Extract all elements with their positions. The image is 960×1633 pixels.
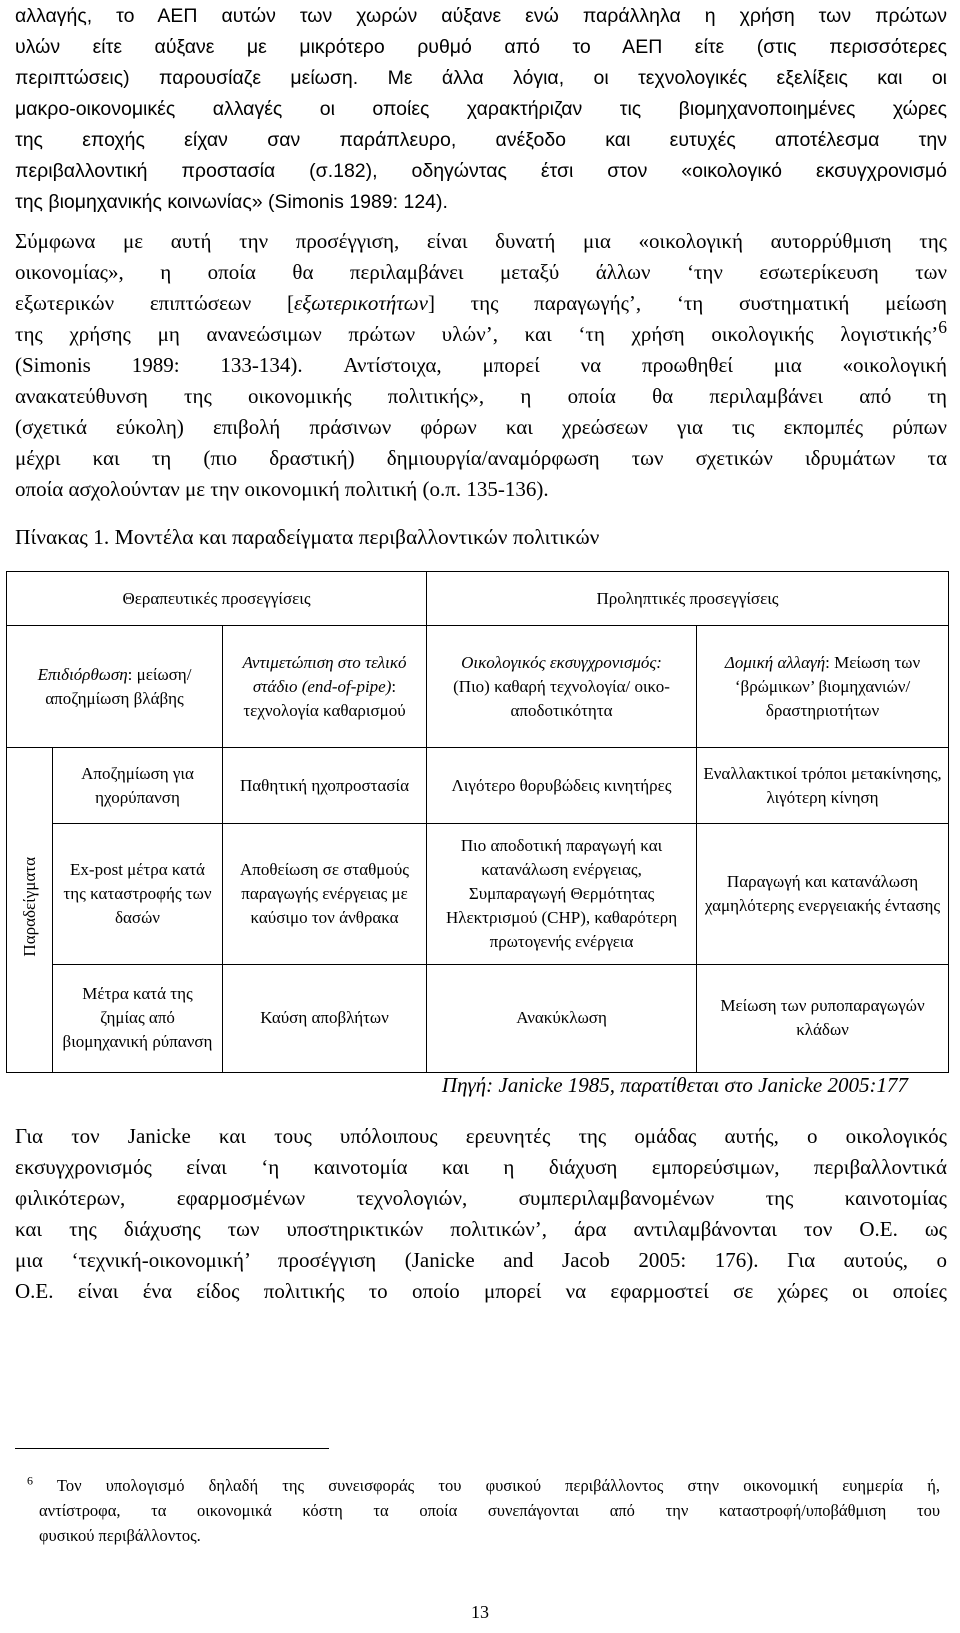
italic-term: Επιδιόρθωση [37,664,128,684]
text-line: οικονομίας», η οποία θα περιλαμβάνει μεταξύ άλλων ‘την εσωτερίκευση των [15,260,947,284]
text-line: υλών είτε αύξανε με μικρότερο ρυθμό από το ΑΕΠ είτε (στις περισσότερες [15,36,947,58]
text-line: εκσυγχρονισμός είναι ‘η καινοτομία και η διάχυση εμπορεύσιμων, περιβαλλοντικά [15,1155,947,1179]
table-cell: Μείωση των ρυποπαραγωγών κλάδων [697,964,949,1072]
text-line: (σχετικά εύκολη) επιβολή πράσινων φόρων και χρεώσεων για τις εκπομπές ρύπων [15,415,947,439]
table-cell: Μέτρα κατά της ζημίας από βιομηχανική ρύπανση [53,964,223,1072]
cell-text: (Πιο) καθαρή τεχνολογία/ οικο-αποδοτικότητα [453,676,670,720]
text-line: αλλαγής, το ΑΕΠ αυτών των χωρών αύξανε ενώ παράλληλα η χρήση των πρώτων [15,5,947,27]
table-row [7,748,949,824]
table-caption: Πίνακας 1. Μοντέλα και παραδείγματα περιβαλλοντικών πολιτικών [15,525,600,549]
table-row [7,964,949,1072]
table-cell: Αποθείωση σε σταθμούς παραγωγής ενέργειας με καύσιμο τον άνθρακα [223,824,427,964]
text-line: περιπτώσεις) παρουσίαζε μείωση. Με άλλα λόγια, οι τεχνολογικές εξελίξεις και οι [15,67,947,89]
text-line: Σύμφωνα με αυτή την προσέγγιση, είναι δυνατή μια «οικολογική αυτορρύθμιση της [15,229,947,253]
table-cell: Λιγότερο θορυβώδεις κινητήρες [427,748,697,824]
table-cell: Παραγωγή και κατανάλωση χαμηλότερης ενεργειακής έντασης [697,824,949,964]
policy-models-table [6,571,949,1073]
table-cell [697,626,949,748]
text-line: μέχρι και τη (πιο δραστική) δημιουργία/αναμόρφωση των σχετικών ιδρυμάτων τα [15,446,947,470]
text-line: αντίστροφα, τα οικονομικά κόστη τα οποία συνεπάγονται από την καταστροφή/υποβάθμιση του [39,1501,940,1520]
footnote-divider [15,1448,329,1449]
table-source: Πηγή: Janicke 1985, παρατίθεται στο Janicke 2005:177 [441,1073,908,1097]
text-line [15,319,947,350]
italic-term: Αντιμετώπιση στο τελικό στάδιο (end-of-pipe) [242,652,407,696]
italic-term: Οικολογικός εκσυγχρονισμός: [461,652,662,672]
text-line: Για τον Janicke και τους υπόλοιπους ερευνητές της ομάδας αυτής, ο οικολογικός [15,1124,947,1148]
cell-text: : μείωση/ αποζημίωση βλάβης [45,664,192,708]
text-segment: Τον υπολογισμό δηλαδή της συνεισφοράς του φυσικού περιβάλλοντος στην οικονομική ευημερία ή, [56,1476,941,1495]
text-line: μια ‘τεχνική-οικονομική’ προσέγγιση (Janicke and Jacob 2005: 176). Για αυτούς, ο [15,1248,947,1272]
table-cell: Αποζημίωση για ηχορύπανση [53,748,223,824]
janicke-paragraph [15,1121,947,1307]
text-line: της εποχής είχαν σαν παράπλευρο, ανέξοδο και ευτυχές αποτέλεσμα την [15,129,947,151]
row-label-cell [7,748,53,1073]
table-header-row [7,572,949,626]
text-line: μακρο-οικονομικές αλλαγές οι οποίες χαρακτήριζαν τις βιομηχανοποιημένες χώρες [15,98,947,120]
text-line: (Simonis 1989: 133-134). Αντίστοιχα, μπορεί να προωθηθεί μια «οικολογική [15,353,947,377]
text-segment: ] της παραγωγής’, ‘τη συστηματική μείωση [427,291,947,315]
cell-text: : Μείωση των ‘βρώμικων’ βιομηχανιών/ δραστηριοτήτων [734,652,921,720]
table-cell: Ανακύκλωση [427,964,697,1072]
examples-label: Παραδείγματα [19,856,39,957]
italic-term: εξωτερικοτήτων [293,291,428,315]
text-line: οποία ασχολούνταν με την οικονομική πολιτική (ο.π. 135-136). [15,477,549,501]
header-preventive: Προληπτικές προσεγγίσεις [427,572,949,626]
cell-text: : τεχνολογία καθαρισμού [243,676,406,720]
text-line: της βιομηχανικής κοινωνίας» (Simonis 1989: 124). [15,191,448,213]
text-line: φυσικού περιβάλλοντος. [39,1526,201,1545]
intro-paragraph [15,1,947,218]
table-cell: Ex-post μέτρα κατά της καταστροφής των δασών [53,824,223,964]
text-segment: εξωτερικών επιπτώσεων [ [15,291,294,315]
table-cell: Καύση αποβλήτων [223,964,427,1072]
table-cell: Πιο αποδοτική παραγωγή και κατανάλωση ενέργειας, Συμπαραγωγή Θερμότητας Ηλεκτρισμού (CHP), καθαρότερη πρωτογενής ενέργεια [427,824,697,964]
table-cell: Παθητική ηχοπροστασία [223,748,427,824]
footnote-number: 6 [27,1473,33,1488]
footnote-ref[interactable]: 6 [938,317,947,337]
text-segment: της χρήσης μη ανανεώσιμων πρώτων υλών’, και ‘τη χρήση οικολογικής λογιστικής’ [15,322,939,346]
text-line: φιλικότερων, εφαρμοσμένων τεχνολογιών, συμπεριλαμβανομένων της καινοτομίας [15,1186,947,1210]
text-line: Ο.Ε. είναι ένα είδος πολιτικής το οποίο μπορεί να εφαρμοστεί σε χώρες οι οποίες [15,1279,947,1303]
italic-term: Δομική αλλαγή [724,652,826,672]
text-line [15,288,947,319]
text-line: περιβαλλοντική προστασία (σ.182), οδηγώντας έτσι στον «οικολογικό εκσυγχρονισμό [15,160,947,182]
text-line: ανακατεύθυνση της οικονομικής πολιτικής», η οποία θα περιλαμβάνει από τη [15,384,947,408]
footnote [15,1473,940,1548]
approach-paragraph [15,226,947,505]
header-therapeutic: Θεραπευτικές προσεγγίσεις [7,572,427,626]
table-row [7,824,949,964]
text-line [15,1473,940,1498]
table-cell [223,626,427,748]
table-row [7,626,949,748]
table-cell [427,626,697,748]
page-number: 13 [471,1602,489,1622]
table-cell: Εναλλακτικοί τρόποι μετακίνησης, λιγότερη κίνηση [697,748,949,824]
text-line: και της διάχυσης των υποστηρικτικών πολιτικών’, άρα αντιλαμβάνονται τον Ο.Ε. ως [15,1217,947,1241]
table-cell [7,626,223,748]
